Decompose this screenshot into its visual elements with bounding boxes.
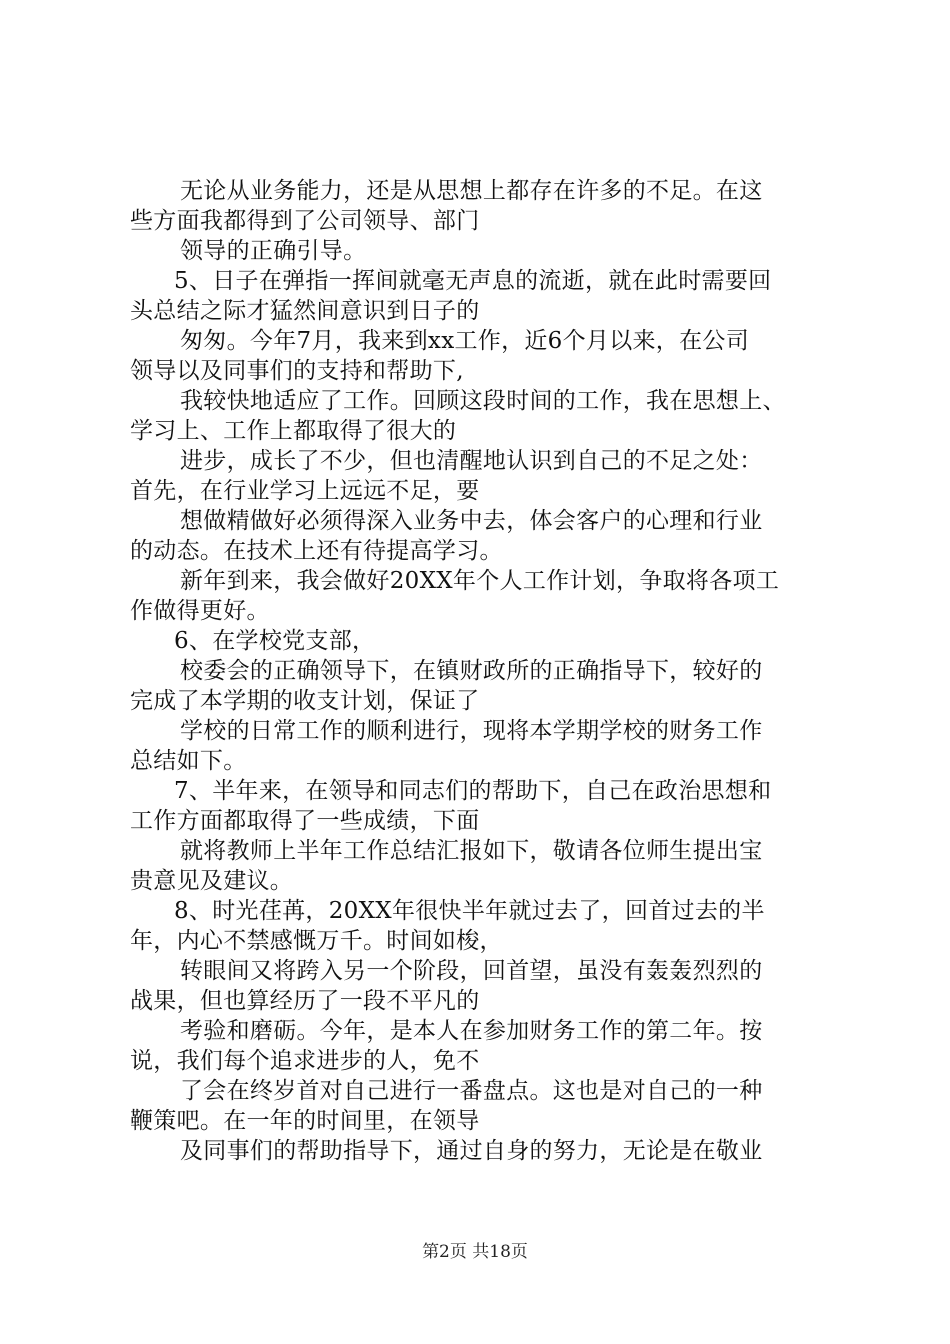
text-line: 首先，在行业学习上远远不足，要 [130,478,480,504]
text-line: 领导以及同事们的支持和帮助下, [130,358,464,384]
text-line: 新年到来，我会做好20XX年个人工作计划，争取将各项工 [180,568,780,594]
text-line: 进步，成长了不少，但也清醒地认识到自己的不足之处： [180,448,763,474]
document-body [130,176,835,1166]
text-line: 6、在学校党支部， [174,628,376,654]
text-line: 总结如下。 [130,748,247,774]
text-line: 学习上、工作上都取得了很大的 [130,418,457,444]
text-line: 校委会的正确领导下，在镇财政所的正确指导下，较好的 [180,658,763,684]
text-line: 贵意见及建议。 [130,868,294,894]
text-line: 领导的正确引导。 [180,238,367,264]
text-line: 说，我们每个追求进步的人，免不 [130,1048,480,1074]
text-line: 工作方面都取得了一些成绩，下面 [130,808,480,834]
text-line: 8、时光荏苒，20XX年很快半年就过去了，回首过去的半 [174,898,765,924]
text-line: 7、半年来，在领导和同志们的帮助下，自己在政治思想和 [174,778,772,804]
text-line: 完成了本学期的收支计划，保证了 [130,688,480,714]
text-line: 转眼间又将跨入另一个阶段，回首望，虽没有轰轰烈烈的 [180,958,763,984]
text-line: 想做精做好必须得深入业务中去，体会客户的心理和行业 [180,508,763,534]
text-line: 些方面我都得到了公司领导、部门 [130,208,480,234]
text-line: 鞭策吧。在一年的时间里，在领导 [130,1108,480,1134]
text-line: 5、日子在弹指一挥间就毫无声息的流逝，就在此时需要回 [174,268,772,294]
text-line: 匆匆。今年7月，我来到xx工作，近6个月以来，在公司 [180,328,750,354]
text-line: 无论从业务能力，还是从思想上都存在许多的不足。在这 [180,178,763,204]
page-number-footer: 第2页 共18页 [422,1242,528,1262]
text-line: 了会在终岁首对自己进行一番盘点。这也是对自己的一种 [180,1078,763,1104]
text-line: 的动态。在技术上还有待提高学习。 [130,538,503,564]
text-line: 战果，但也算经历了一段不平凡的 [130,988,480,1014]
text-line: 学校的日常工作的顺利进行，现将本学期学校的财务工作 [180,718,763,744]
text-line: 我较快地适应了工作。回顾这段时间的工作，我在思想上、 [180,388,786,414]
text-line: 年，内心不禁感慨万千。时间如梭， [130,928,503,954]
text-line: 头总结之际才猛然间意识到日子的 [130,298,480,324]
text-line: 就将教师上半年工作总结汇报如下，敬请各位师生提出宝 [180,838,763,864]
text-line: 考验和磨砺。今年，是本人在参加财务工作的第二年。按 [180,1018,763,1044]
text-line: 及同事们的帮助指导下，通过自身的努力，无论是在敬业 [180,1138,763,1164]
text-line: 作做得更好。 [130,598,270,624]
